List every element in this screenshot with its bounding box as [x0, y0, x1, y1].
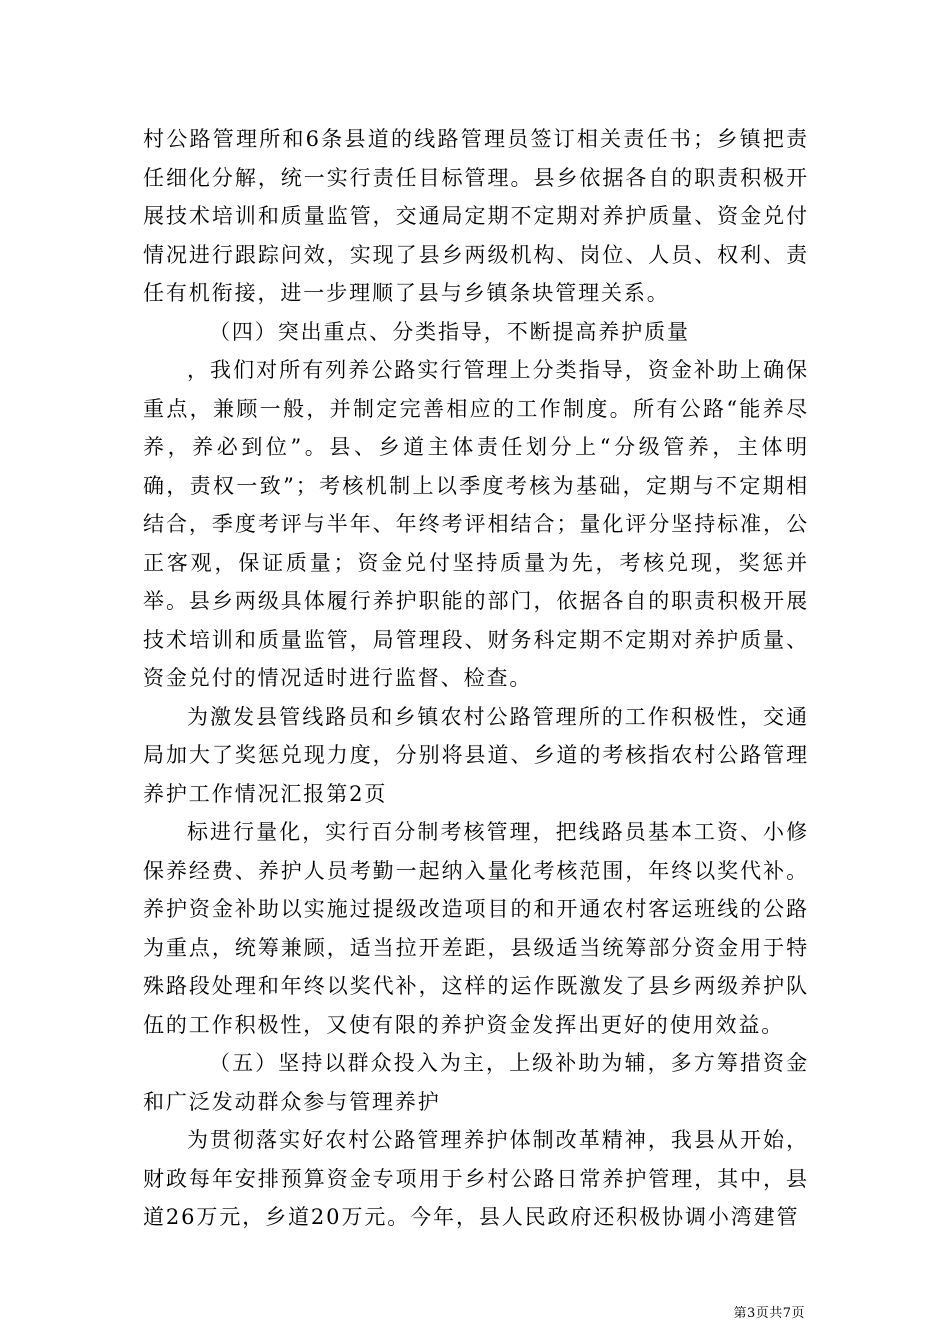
section-heading-5: （五）坚持以群众投入为主，上级补助为辅，多方筹措资金和广泛发动群众参与管理养护 — [143, 1051, 809, 1114]
document-body — [143, 120, 809, 1237]
paragraph-quantified-assessment: 标进行量化，实行百分制考核管理，把线路员基本工资、小修保养经费、养护人员考勤一起纳入量化考核范围，年终以奖代补。养护资金补助以实施过提级改造项目的和开通农村客运班线的公路为重点，统筹兼顾，适当拉开差距，县级适当统筹部分资金用于特殊路段处理和年终以奖代补，这样的运作既激发了县乡两级养护队伍的工作积极性，又使有限的养护资金发挥出更好的使用效益。 — [143, 820, 809, 1037]
section-heading-4: （四）突出重点、分类指导，不断提高养护质量 — [209, 319, 690, 344]
paragraph-continuation: 村公路管理所和6条县道的线路管理员签订相关责任书；乡镇把责任细化分解，统一实行责任目标管理。县乡依据各自的职责积极开展技术培训和质量监管，交通局定期不定期对养护质量、资金兑付情况进行跟踪问效，实现了县乡两级机构、岗位、人员、权利、责任有机衔接，进一步理顺了县与乡镇条块管理关系。 — [143, 127, 809, 305]
paragraph-classification-guidance: ，我们对所有列养公路实行管理上分类指导，资金补助上确保重点，兼顾一般，并制定完善相应的工作制度。所有公路“能养尽养，养必到位”。县、乡道主体责任划分上“分级管养，主体明确，责权一致”；考核机制上以季度考核为基础，定期与不定期相结合，季度考评与半年、年终考评相结合；量化评分坚持标准，公正客观，保证质量；资金兑付坚持质量为先，考核兑现，奖惩并举。县乡两级具体履行养护职能的部门，依据各自的职责积极开展技术培训和质量监管，局管理段、财务科定期不定期对养护质量、资金兑付的情况适时进行监督、检查。 — [143, 358, 809, 690]
paragraph-funding: 为贯彻落实好农村公路管理养护体制改革精神，我县从开始，财政每年安排预算资金专项用于乡村公路日常养护管理，其中，县道26万元，乡道20万元。今年，县人民政府还积极协调小湾建管 — [143, 1128, 809, 1229]
paragraph-incentives: 为激发县管线路员和乡镇农村公路管理所的工作积极性，交通局加大了奖惩兑现力度，分别将县道、乡道的考核指农村公路管理养护工作情况汇报第2页 — [143, 704, 809, 806]
page-number-footer: 第3页共7页 — [733, 1306, 805, 1321]
